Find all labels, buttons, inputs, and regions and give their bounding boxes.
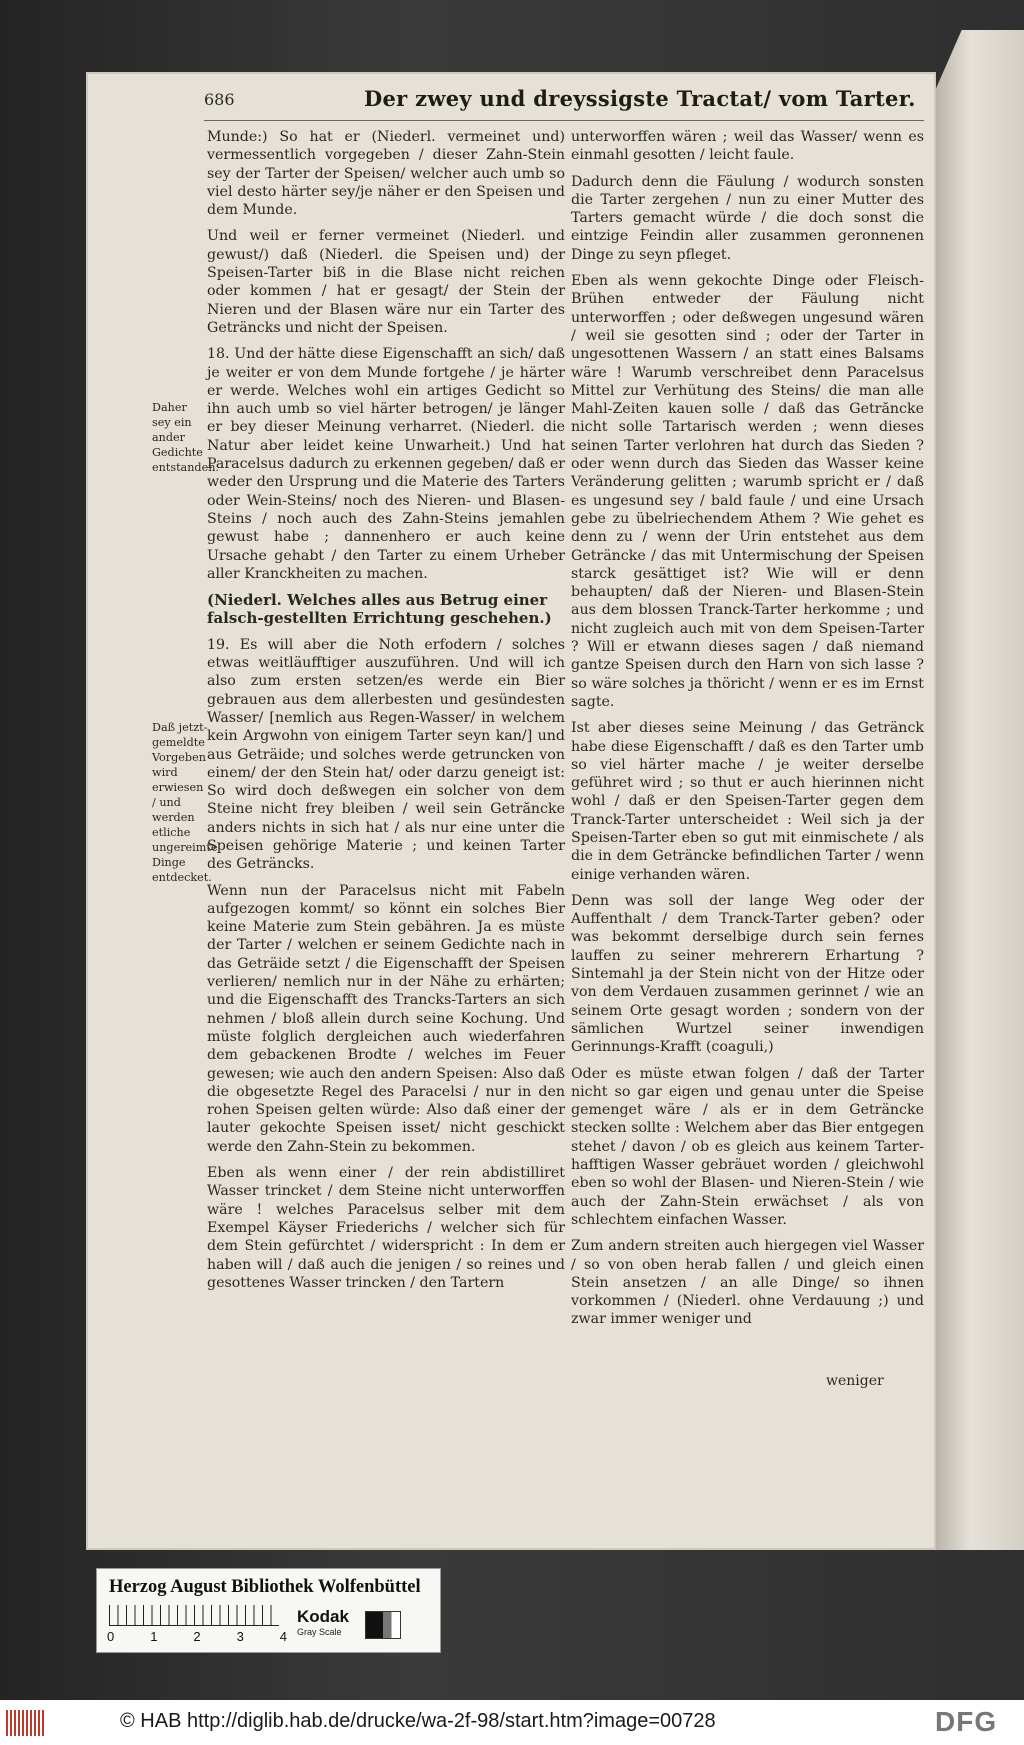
paragraph: unterworffen wären ; weil das Wasser/ wenn es einmahl gesotten / leicht faule. — [571, 129, 924, 164]
section-heading: (Niederl. Welches alles aus Betrug einer falsch-gestellten Errichtung geschehen.) — [207, 591, 552, 628]
right-column — [571, 128, 924, 1337]
footer-bar — [0, 1700, 1024, 1745]
paragraph: 19. Es will aber die Noth erfodern / solches etwas weitläufftiger auszuführen. Und will ich also zum ersten setzen/es werde ein Bier gebrauen aus dem allerbesten und gesündesten Wasser/ [nemlich aus Regen-Wasser/ in welchem kein Argwohn von einigem Tarter seyn kan/] und aus Geträide; und solches werde getruncken von einem/ der den Stein hat/ oder darzu geneigt ist: So wird doch deßwegen ein solcher von dem Steine nicht frey bleiben / weil sein Getrăncke anders nichts in sich hat / als nur eine unter die Speisen gehörige Materie ; und keinen Tarter des Geträncks. — [207, 636, 565, 873]
paragraph: Dadurch denn die Fäulung / wodurch sonsten die Tarter zergehen / nun zu einer Mutter des Tarters gemacht würde / die doch sonst die eintzige Feindin aller zusammen geronnenen Dinge zu seyn pfleget. — [571, 173, 924, 263]
page-number: 686 — [204, 90, 235, 109]
next-page-edge — [935, 30, 1024, 1550]
paragraph: Eben als wenn einer / der rein abdistilliret Wasser trincket / dem Steine nicht unterworffen wäre ! welches Paracelsus selber mit dem Exempel Käyser Friederichs / welcher sich für dem Stein gefürchtet / widerspricht : In dem er haben will / daß auch die jenigen / so reines und gesottenes Wasser trincken / den Tartern — [207, 1165, 565, 1291]
left-column — [207, 128, 565, 1300]
paragraph: 18. Und der hätte diese Eigenschafft an sich/ daß je weiter er von dem Munde fortgehe / je härter er werde. Welches wohl ein artiges Gedicht so ihn auch umb so viel härter betrogen/ je länger er bey dieser Meinung verharret. (Niederl. die Natur aber leidet keine Unwarheit.) Und hat Paracelsus dadurch zu erkennen gegeben/ daß er weder den Ursprung und die Materie des Tarters oder Wein-Steins/ noch des Nieren- und Blasen-Steins / noch auch des Zahn-Steins jemahlen gewust habe ; dannenhero er auch keine Ursache gehabt / den Tarter zu einem Urheber aller Kranckheiten zu machen. — [207, 346, 565, 582]
gray-swatch — [365, 1611, 401, 1639]
margin-note: Daher sey ein ander Gedichte entstanden. — [152, 401, 219, 474]
ruler-tick: 1 — [150, 1629, 158, 1644]
kodak-brand: Kodak — [297, 1607, 349, 1626]
paragraph: Wenn nun der Paracelsus nicht mit Fabeln aufgezogen kommt/ so könnt ein solches Bier keine Materie zum Stein gebähren. Ja es müste der Tarter / welchen er seinem Gedichte nach in das Geträide setzt / die Eigenschafft der Speisen verlieren/ nemlich nur in der Nähe zu erhärten; und die Eigenschafft des Trancks-Tarters an sich nehmen / bloß allein durch seine Kochung. Und müste folglich dergleichen auch wiederfahren dem gebackenen Brodte / welches im Feuer gewesen; wie auch den andern Speisen: Also daß die obgesetzte Regel des Paracelsi / nur in den rohen Speisen gelten würde: Also daß einer der lauter gekochte Speisen isset/ nicht geschickt werde den Zahn-Stein zu bekommen. — [207, 882, 565, 1155]
book-page — [86, 72, 936, 1550]
page-header — [204, 84, 924, 121]
paragraph: Denn was soll der lange Weg oder der Auffenthalt / dem Tranck-Tarter geben? oder was bekommt derselbige durch sein fernes lauffen zu seiner mehrerern Erhartung ? Sintemahl ja der Stein nicht von der Hitze oder von dem Verdauen zusammen gerinnet / wie an seinem Orte gesagt worden ; sondern von der sämlichen Wurtzel seiner inwendigen Gerinnungs-Krafft (coaguli,) — [571, 892, 924, 1056]
ruler-tick: 4 — [279, 1629, 287, 1644]
ruler-ticks — [107, 1629, 287, 1644]
paragraph: Zum andern streiten auch hiergegen viel Wasser / so von oben herab fallen / und gleich einen Stein ansetzen / an alle Dinge/ so ihnen vorkommen / (Niederl. ohne Verdauung ;) und zwar immer weniger und — [571, 1238, 924, 1328]
ruler-tick: 2 — [193, 1629, 201, 1644]
ruler-tick: 0 — [107, 1629, 115, 1644]
library-label-card — [96, 1568, 441, 1653]
paragraph: Eben als wenn gekochte Dinge oder Fleisch-Brühen entweder der Fäulung nicht unterworffen ; oder deßwegen ungesund wären / weil sie gesotten sind ; oder der Tarter in ungesottenen Wassern / an statt eines Balsams wäre ! Warumb verschreibet denn Paracelsus Mittel zur Verhütung des Steins/ die man alle Mahl-Zeiten kauen solle / daß das Getrăncke nicht solle Tartarisch werden ; wenn dieses seinen Tarter verlohren hat durch das Sieden ? oder wenn durch das Sieden das Wasser keine Veränderung gelitten ; warumb spricht er / daß es ungesund sey / bald faule / und eine Ursach gebe zu übelriechendem Athem ? Wie gehet es denn zu / wenn der Urin entstehet aus dem Geträncke / das mit Untermischung der Speisen starck gesättiget ist? Wie will er denn behaupten/ daß der Nieren- und Blasen-Stein aus dem blossen Tranck-Tarter herkomme ; und nicht zugleich auch mit von dem Speisen-Tarter ? Will er etwann dieses sagen / daß niemand gantze Speisen durch den Harn von sich lasse ? so wäre solches ja thöricht / wenn er es im Ernst sagte. — [571, 273, 924, 710]
ruler-tick: 3 — [236, 1629, 244, 1644]
paragraph: Oder es müste etwan folgen / daß der Tarter nicht so gar eigen und genau unter die Speise gemenget wäre / als er in dem Geträncke stecken sollte : Welchem aber das Bier entgegen stehet / davon / ob es gleich aus keinem Tarter-hafftigen Wasser gebräuet worden / gleichwohl eben so wohl der Blasen- und Nieren-Stein / wie auch der Zahn-Stein erwächset / als von schlechtem einfachen Wasser. — [571, 1065, 924, 1228]
ruler-scale — [109, 1605, 279, 1626]
copyright-link[interactable]: © HAB http://diglib.hab.de/drucke/wa-2f-98/start.htm?image=00728 — [120, 1710, 716, 1732]
dfg-logo: DFG — [935, 1706, 998, 1737]
running-head: Der zwey und dreyssigste Tractat/ vom Tarter. — [364, 86, 916, 111]
paragraph: Und weil er ferner vermeinet (Niederl. und gewust/) daß (Niederl. die Speisen und) der Speisen-Tarter biß in die Blase nicht reichen oder kommen / hat er gesagt/ der Stein der Nieren und der Blasen wäre nur ein Tarter des Geträncks und nicht der Speisen. — [207, 228, 565, 336]
paragraph: Munde:) So hat er (Niederl. vermeinet und) vermessentlich vorgegeben / dieser Zahn-Stein sey der Tarter der Speisen/ welcher auch umb so viel desto härter sey/je näher er den Speisen und dem Munde. — [207, 129, 565, 219]
kodak-gray-scale: Gray Scale — [297, 1627, 342, 1637]
margin-note: Daß jetzt-gemeldte Vorgeben wird erwiesen / und werden etliche ungereimte Dinge entdecket. — [152, 721, 218, 884]
library-name: Herzog August Bibliothek Wolfenbüttel — [109, 1577, 421, 1597]
barcode-icon — [6, 1710, 44, 1736]
catchword: weniger — [826, 1373, 884, 1389]
paragraph: Ist aber dieses seine Meinung / das Getränck habe diese Eigenschafft / daß es den Tarter umb so viel härter mache / je weiter derselbe geführet wird ; so thut er auch hierinnen nicht wohl / daß er den Speisen-Tarter gegen dem Tranck-Tarter unterscheidet : Weil sich ja der Speisen-Tarter eben so gut mit einmischete / als die in dem Geträncke befindlichen Tarter / wenn einige verhanden wären. — [571, 720, 924, 883]
